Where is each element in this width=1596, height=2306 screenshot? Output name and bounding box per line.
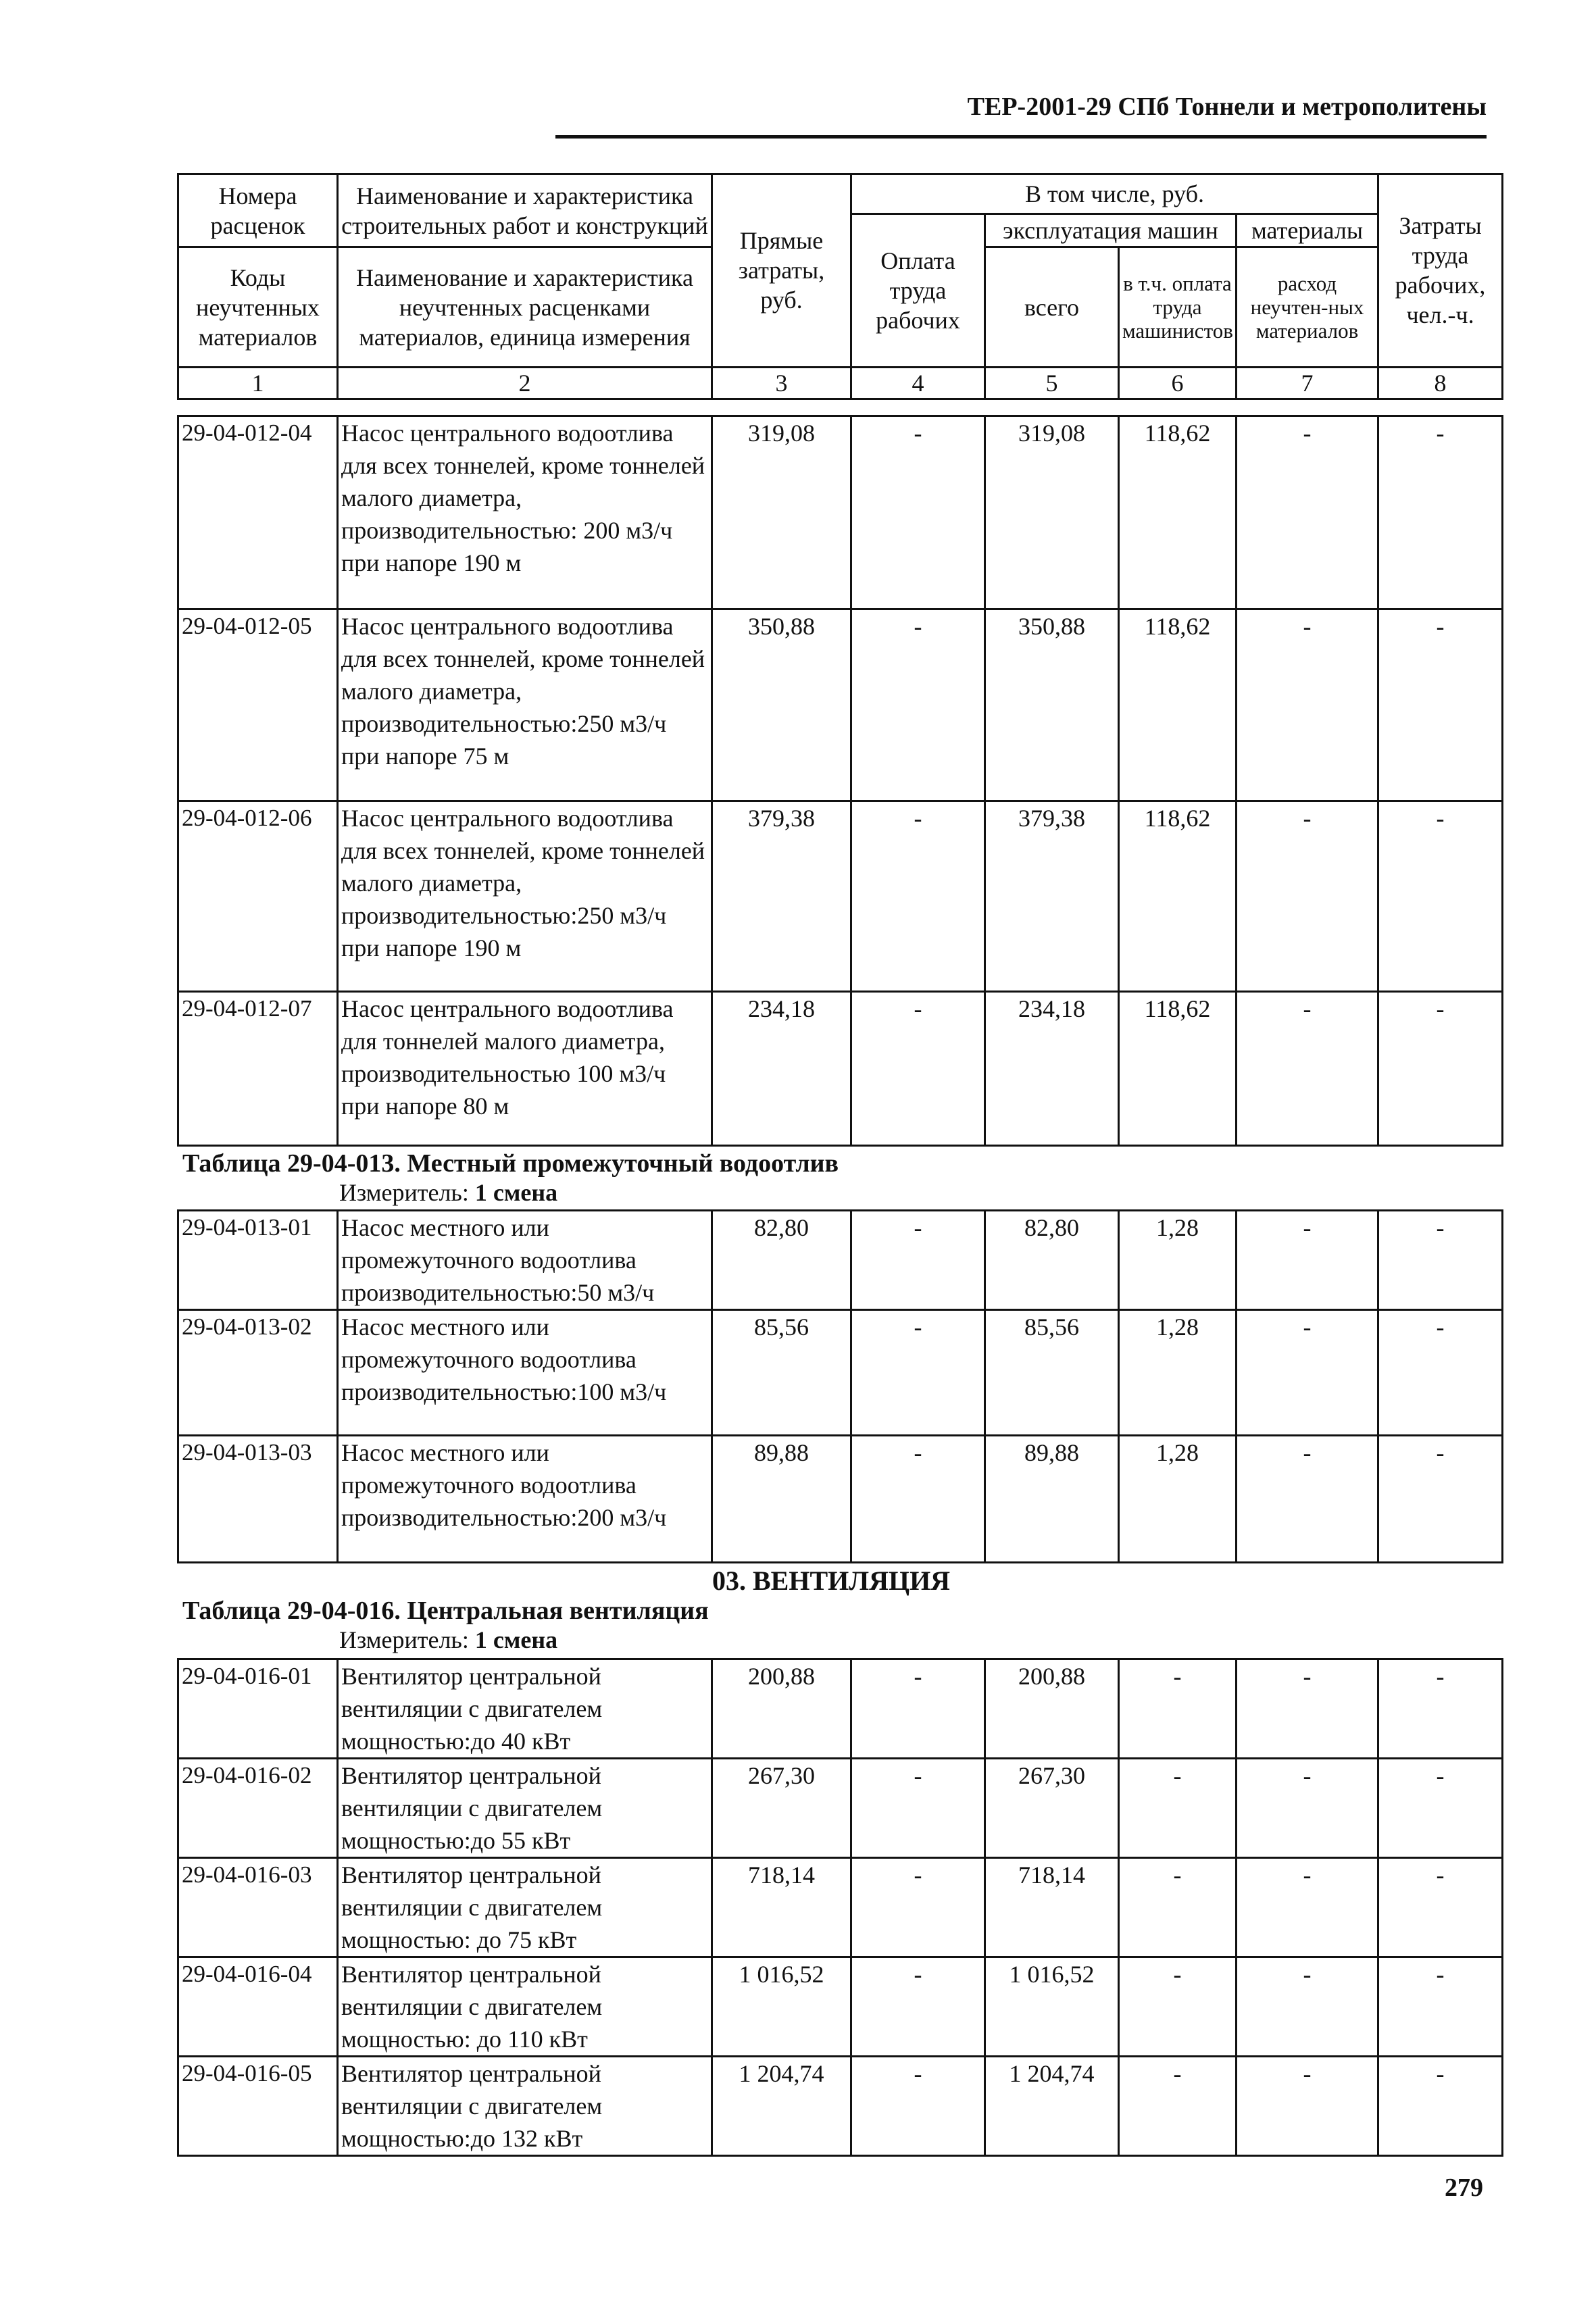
table-013-measure xyxy=(339,1178,557,1207)
table-row xyxy=(178,992,1503,1146)
rate-code: 29-04-016-04 xyxy=(178,1957,338,2057)
labor-hours: - xyxy=(1378,1759,1503,1858)
work-description: Насос местного или промежуточного водоотлива производительностью:200 м3/ч xyxy=(338,1436,712,1563)
table-row xyxy=(178,1858,1503,1957)
unaccounted-materials: - xyxy=(1237,1659,1378,1759)
header-machine-total: всего xyxy=(985,247,1119,368)
rate-code: 29-04-012-06 xyxy=(178,801,338,992)
header-labor-hours: Затраты труда рабочих, чел.-ч. xyxy=(1378,174,1503,368)
machine-total: 89,88 xyxy=(985,1436,1119,1563)
work-description: Насос центрального водоотлива для всех тоннелей, кроме тоннелей малого диаметра, производительностью:250 м3/ч при напоре 190 м xyxy=(338,801,712,992)
col-number: 6 xyxy=(1119,367,1237,399)
machinist-wages: 1,28 xyxy=(1119,1211,1237,1310)
table-row xyxy=(178,416,1503,609)
col-number: 1 xyxy=(178,367,338,399)
rate-code: 29-04-013-03 xyxy=(178,1436,338,1563)
header-machinist-wages: в т.ч. оплата труда машинистов xyxy=(1119,247,1237,368)
machine-total: 379,38 xyxy=(985,801,1119,992)
machinist-wages: - xyxy=(1119,1659,1237,1759)
direct-costs: 350,88 xyxy=(712,609,851,801)
machine-total: 82,80 xyxy=(985,1211,1119,1310)
unaccounted-materials: - xyxy=(1237,1759,1378,1858)
table-row xyxy=(178,801,1503,992)
labor-hours: - xyxy=(1378,2057,1503,2156)
table-row xyxy=(178,1310,1503,1436)
machinist-wages: 118,62 xyxy=(1119,992,1237,1146)
machinist-wages: 1,28 xyxy=(1119,1310,1237,1436)
col-number: 4 xyxy=(851,367,985,399)
col-number: 8 xyxy=(1378,367,1503,399)
direct-costs: 89,88 xyxy=(712,1436,851,1563)
col-number: 3 xyxy=(712,367,851,399)
rate-code: 29-04-016-05 xyxy=(178,2057,338,2156)
machinist-wages: 118,62 xyxy=(1119,416,1237,609)
table-row xyxy=(178,2057,1503,2156)
machinist-wages: 118,62 xyxy=(1119,609,1237,801)
column-header-table xyxy=(177,173,1503,400)
worker-wages: - xyxy=(851,416,985,609)
rate-code: 29-04-013-01 xyxy=(178,1211,338,1310)
measure-value: 1 смена xyxy=(474,1626,558,1653)
header-unaccounted-materials: расход неучтен-ных материалов xyxy=(1237,247,1378,368)
machine-total: 234,18 xyxy=(985,992,1119,1146)
worker-wages: - xyxy=(851,801,985,992)
worker-wages: - xyxy=(851,1310,985,1436)
direct-costs: 234,18 xyxy=(712,992,851,1146)
labor-hours: - xyxy=(1378,1436,1503,1563)
labor-hours: - xyxy=(1378,416,1503,609)
work-description: Вентилятор центральной вентиляции с двигателем мощностью:до 40 кВт xyxy=(338,1659,712,1759)
worker-wages: - xyxy=(851,2057,985,2156)
table-row xyxy=(178,609,1503,801)
table-016-measure xyxy=(339,1626,557,1654)
measure-label: Измеритель: xyxy=(339,1179,469,1206)
document-header-title: ТЕР-2001-29 СПб Тоннели и метрополитены xyxy=(967,93,1487,121)
table-row xyxy=(178,1759,1503,1858)
labor-hours: - xyxy=(1378,1310,1503,1436)
rate-code: 29-04-012-04 xyxy=(178,416,338,609)
worker-wages: - xyxy=(851,1759,985,1858)
rate-code: 29-04-012-05 xyxy=(178,609,338,801)
machine-total: 1 204,74 xyxy=(985,2057,1119,2156)
machinist-wages: - xyxy=(1119,1759,1237,1858)
unaccounted-materials: - xyxy=(1237,609,1378,801)
header-materials: материалы xyxy=(1237,214,1378,247)
work-description: Насос местного или промежуточного водоотлива производительностью:100 м3/ч xyxy=(338,1310,712,1436)
work-description: Вентилятор центральной вентиляции с двигателем мощностью: до 110 кВт xyxy=(338,1957,712,2057)
machinist-wages: - xyxy=(1119,1858,1237,1957)
table-row xyxy=(178,1211,1503,1310)
machinist-wages: 118,62 xyxy=(1119,801,1237,992)
header-direct-costs: Прямые затраты, руб. xyxy=(712,174,851,368)
machine-total: 319,08 xyxy=(985,416,1119,609)
header-unaccounted-codes: Коды неучтенных материалов xyxy=(178,247,338,368)
unaccounted-materials: - xyxy=(1237,1957,1378,2057)
work-description: Вентилятор центральной вентиляции с двигателем мощностью: до 75 кВт xyxy=(338,1858,712,1957)
table-016-caption: Таблица 29-04-016. Центральная вентиляция xyxy=(182,1597,709,1625)
labor-hours: - xyxy=(1378,1659,1503,1759)
work-description: Насос местного или промежуточного водоотлива производительностью:50 м3/ч xyxy=(338,1211,712,1310)
work-description: Насос центрального водоотлива для всех тоннелей, кроме тоннелей малого диаметра, производительностью: 200 м3/ч при напоре 190 м xyxy=(338,416,712,609)
col-number: 7 xyxy=(1237,367,1378,399)
unaccounted-materials: - xyxy=(1237,1858,1378,1957)
direct-costs: 319,08 xyxy=(712,416,851,609)
direct-costs: 267,30 xyxy=(712,1759,851,1858)
labor-hours: - xyxy=(1378,992,1503,1146)
work-description: Насос центрального водоотлива для тоннелей малого диаметра, производительностью 100 м3/ч при напоре 80 м xyxy=(338,992,712,1146)
header-unaccounted-names: Наименование и характеристика неучтенных расценками материалов, единица измерения xyxy=(338,247,712,368)
section-title: 03. ВЕНТИЛЯЦИЯ xyxy=(712,1565,951,1596)
machinist-wages: - xyxy=(1119,1957,1237,2057)
worker-wages: - xyxy=(851,1858,985,1957)
unaccounted-materials: - xyxy=(1237,2057,1378,2156)
direct-costs: 82,80 xyxy=(712,1211,851,1310)
worker-wages: - xyxy=(851,1659,985,1759)
machine-total: 267,30 xyxy=(985,1759,1119,1858)
table-row xyxy=(178,1659,1503,1759)
unaccounted-materials: - xyxy=(1237,416,1378,609)
worker-wages: - xyxy=(851,992,985,1146)
col-number: 5 xyxy=(985,367,1119,399)
table-013 xyxy=(177,1209,1503,1563)
unaccounted-materials: - xyxy=(1237,992,1378,1146)
work-description: Насос центрального водоотлива для всех тоннелей, кроме тоннелей малого диаметра, производительностью:250 м3/ч при напоре 75 м xyxy=(338,609,712,801)
table-016 xyxy=(177,1658,1503,2157)
header-including: В том числе, руб. xyxy=(851,174,1378,214)
rate-code: 29-04-013-02 xyxy=(178,1310,338,1436)
table-row xyxy=(178,1957,1503,2057)
table-013-caption: Таблица 29-04-013. Местный промежуточный водоотлив xyxy=(182,1149,839,1178)
worker-wages: - xyxy=(851,1211,985,1310)
worker-wages: - xyxy=(851,1436,985,1563)
header-worker-wages: Оплата труда рабочих xyxy=(851,214,985,368)
direct-costs: 85,56 xyxy=(712,1310,851,1436)
machinist-wages: 1,28 xyxy=(1119,1436,1237,1563)
work-description: Вентилятор центральной вентиляции с двигателем мощностью:до 55 кВт xyxy=(338,1759,712,1858)
labor-hours: - xyxy=(1378,1858,1503,1957)
page-number: 279 xyxy=(1445,2174,1483,2202)
header-rule xyxy=(555,135,1487,139)
pumps-central-drainage-table xyxy=(177,415,1503,1147)
rate-code: 29-04-016-02 xyxy=(178,1759,338,1858)
unaccounted-materials: - xyxy=(1237,1211,1378,1310)
labor-hours: - xyxy=(1378,1211,1503,1310)
machine-total: 350,88 xyxy=(985,609,1119,801)
work-description: Вентилятор центральной вентиляции с двигателем мощностью:до 132 кВт xyxy=(338,2057,712,2156)
rate-code: 29-04-012-07 xyxy=(178,992,338,1146)
header-machine-operation: эксплуатация машин xyxy=(985,214,1237,247)
rate-code: 29-04-016-03 xyxy=(178,1858,338,1957)
table-row xyxy=(178,1436,1503,1563)
direct-costs: 200,88 xyxy=(712,1659,851,1759)
labor-hours: - xyxy=(1378,801,1503,992)
measure-label: Измеритель: xyxy=(339,1626,469,1653)
machinist-wages: - xyxy=(1119,2057,1237,2156)
direct-costs: 1 204,74 xyxy=(712,2057,851,2156)
direct-costs: 379,38 xyxy=(712,801,851,992)
machine-total: 1 016,52 xyxy=(985,1957,1119,2057)
worker-wages: - xyxy=(851,609,985,801)
header-work-name: Наименование и характеристика строительных работ и конструкций xyxy=(338,174,712,247)
rate-code: 29-04-016-01 xyxy=(178,1659,338,1759)
measure-value: 1 смена xyxy=(474,1179,558,1206)
header-rate-numbers: Номера расценок xyxy=(178,174,338,247)
worker-wages: - xyxy=(851,1957,985,2057)
machine-total: 85,56 xyxy=(985,1310,1119,1436)
unaccounted-materials: - xyxy=(1237,1310,1378,1436)
unaccounted-materials: - xyxy=(1237,801,1378,992)
col-number: 2 xyxy=(338,367,712,399)
machine-total: 200,88 xyxy=(985,1659,1119,1759)
direct-costs: 718,14 xyxy=(712,1858,851,1957)
labor-hours: - xyxy=(1378,1957,1503,2057)
labor-hours: - xyxy=(1378,609,1503,801)
machine-total: 718,14 xyxy=(985,1858,1119,1957)
unaccounted-materials: - xyxy=(1237,1436,1378,1563)
direct-costs: 1 016,52 xyxy=(712,1957,851,2057)
